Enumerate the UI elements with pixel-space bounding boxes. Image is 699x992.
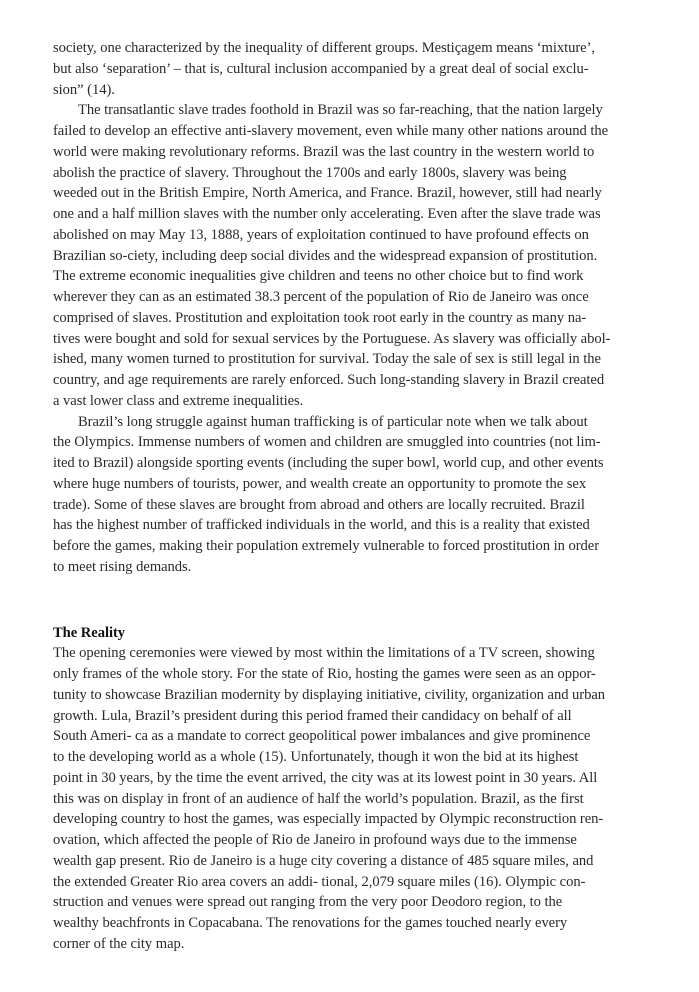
text-line: The extreme economic inequalities give children and teens no other choice but to find work (53, 268, 584, 285)
text-line: sion” (14). (53, 81, 115, 98)
text-line: ovation, which affected the people of Rio de Janeiro in profound ways due to the immense (53, 832, 577, 848)
reality-paragraph (53, 643, 649, 954)
intro-paragraph (53, 38, 649, 100)
slave-trade-paragraph (53, 100, 649, 411)
text-line: point in 30 years, by the time the event arrived, the city was at its lowest point in 30 years. All (53, 769, 598, 786)
text-line: a vast lower class and extreme inequalities. (53, 392, 304, 409)
text-line: ited to Brazil) alongside sporting events (including the super bowl, world cup, and other events (53, 455, 604, 471)
text-line: society, one characterized by the inequality of different groups. Mestiçagem means ‘mixture’, (53, 40, 596, 56)
text-line: struction and venues were spread out ranging from the very poor Deodoro region, to the (53, 894, 563, 911)
text-line: failed to develop an effective anti-slavery movement, even while many other nations around the (53, 123, 609, 139)
text-line: comprised of slaves. Prostitution and exploitation took root early in the country as many na- (53, 309, 587, 326)
text-line: developing country to host the games, was especially impacted by Olympic reconstruction ren- (53, 811, 604, 828)
text-line: South Ameri- ca as a mandate to correct geopolitical power imbalances and give prominence (53, 728, 591, 745)
text-line: Brazilian so-ciety, including deep social divides and the widespread expansion of prostitution. (53, 247, 598, 264)
text-line: one and a half million slaves with the number only accelerating. Even after the slave trade was (53, 206, 601, 222)
text-line: corner of the city map. (53, 935, 185, 952)
text-line: growth. Lula, Brazil’s president during this period framed their candidacy on behalf of all (53, 707, 572, 724)
text-line: wealthy beachfronts in Copacabana. The renovations for the games touched nearly every (53, 915, 568, 931)
text-line: to meet rising demands. (53, 558, 192, 575)
trafficking-paragraph (53, 412, 649, 578)
text-line: to the developing world as a whole (15). Unfortunately, though it won the bid at its highest (53, 749, 579, 765)
text-line: The opening ceremonies were viewed by most within the limitations of a TV screen, showing (53, 645, 595, 662)
text-line: country, and age requirements are rarely enforced. Such long-standing slavery in Brazil created (53, 372, 605, 388)
text-line: world were making revolutionary reforms. Brazil was the last country in the western world to (53, 143, 595, 160)
text-line: ished, many women turned to prostitution for survival. Today the sale of sex is still legal in the (53, 351, 601, 368)
document-page (53, 38, 649, 955)
text-line: trade). Some of these slaves are brought from abroad and others are locally recruited. Brazil (53, 496, 585, 513)
text-line: has the highest number of trafficked individuals in the world, and this is a reality that existed (53, 517, 590, 534)
text-line: abolished on may May 13, 1888, years of exploitation continued to have profound effects on (53, 226, 589, 243)
text-line: tunity to showcase Brazilian modernity by displaying initiative, civility, organization and urban (53, 686, 606, 703)
text-line: the extended Greater Rio area covers an addi- tional, 2,079 square miles (16). Olympic con- (53, 873, 586, 890)
section-spacer (53, 578, 649, 623)
text-line: before the games, making their population extremely vulnerable to forced prostitution in order (53, 538, 600, 554)
text-line: only frames of the whole story. For the state of Rio, hosting the games were seen as an oppor- (53, 666, 596, 682)
text-line: weeded out in the British Empire, North America, and France. Brazil, however, still had nearly (53, 185, 602, 202)
text-line: tives were bought and sold for sexual services by the Portuguese. As slavery was officially abol- (53, 330, 611, 347)
text-line: but also ‘separation’ – that is, cultural inclusion accompanied by a great deal of social exclu- (53, 60, 589, 77)
text-line: the Olympics. Immense numbers of women and children are smuggled into countries (not lim- (53, 434, 601, 451)
text-line: wherever they can as an estimated 38.3 percent of the population of Rio de Janeiro was once (53, 289, 589, 305)
text-line: abolish the practice of slavery. Throughout the 1700s and early 1800s, slavery was being (53, 164, 567, 181)
text-line: this was on display in front of an audience of half the world’s population. Brazil, as the first (53, 790, 584, 807)
text-line: wealth gap present. Rio de Janeiro is a huge city covering a distance of 485 square miles, and (53, 852, 594, 869)
text-line: The transatlantic slave trades foothold in Brazil was so far-reaching, that the nation largely (78, 102, 603, 119)
section-heading: The Reality (53, 624, 126, 641)
text-line: Brazil’s long struggle against human trafficking is of particular note when we talk about (78, 413, 588, 430)
text-line: where huge numbers of tourists, power, and wealth create an opportunity to promote the sex (53, 475, 587, 492)
